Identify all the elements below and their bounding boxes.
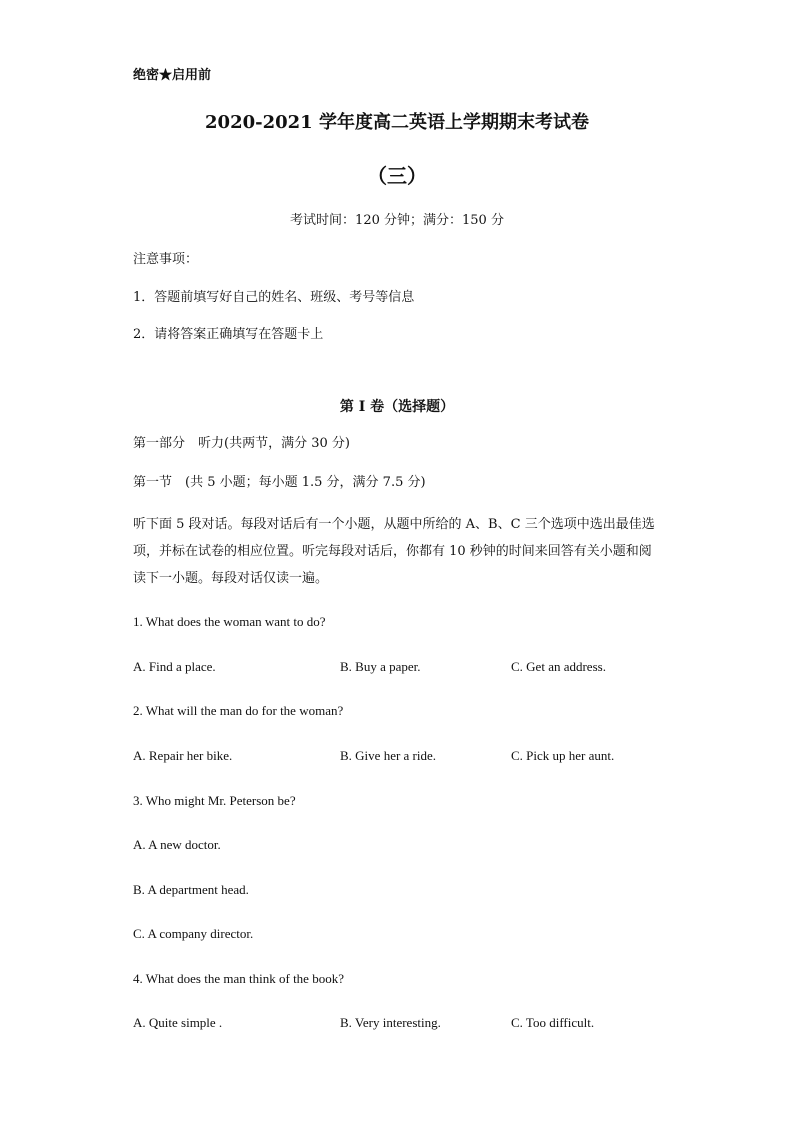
listening-instructions: 听下面 5 段对话。每段对话后有一个小题，从题中所给的 A、B、C 三个选项中选出最佳选项，并标在试卷的相应位置。听完每段对话后，你都有 10 秒钟的时间来回答有关小题和阅读下一小题。每段对话仅读一遍。 [133, 517, 655, 586]
question-stem: 4. What does the man think of the book? [133, 971, 344, 986]
option-a: A. Find a place. [133, 659, 216, 674]
option-c: C. Get an address. [511, 659, 606, 674]
exam-title: 2020-2021 学年度高二英语上学期期末考试卷 [205, 112, 589, 133]
notice-item: 1．答题前填写好自己的姓名、班级、考号等信息 [133, 290, 415, 305]
question-stem: 1. What does the woman want to do? [133, 614, 326, 629]
exam-subtitle: （三） [367, 164, 427, 188]
question-stem: 3. Who might Mr. Peterson be? [133, 793, 296, 808]
confidential-mark: 绝密★启用前 [133, 68, 212, 83]
notice-heading: 注意事项： [133, 252, 199, 267]
part-heading: 第一部分 听力(共两节，满分 30 分) [133, 436, 350, 451]
notice-item: 2．请将答案正确填写在答题卡上 [133, 327, 324, 342]
question-stem: 2. What will the man do for the woman? [133, 703, 344, 718]
option-a: A. Quite simple . [133, 1015, 223, 1030]
volume-title: 第 I 卷（选择题） [339, 399, 455, 415]
option-b: B. Buy a paper. [340, 659, 421, 674]
option-b: B. Give her a ride. [340, 748, 437, 763]
exam-info: 考试时间：120 分钟；满分：150 分 [290, 213, 504, 228]
option-a: A. A new doctor. [133, 837, 221, 852]
option-b: B. A department head. [133, 882, 249, 897]
option-b: B. Very interesting. [340, 1015, 441, 1030]
option-a: A. Repair her bike. [133, 748, 233, 763]
section-heading: 第一节 (共 5 小题；每小题 1.5 分，满分 7.5 分) [133, 475, 426, 490]
option-c: C. Too difficult. [511, 1015, 595, 1030]
option-c: C. A company director. [133, 926, 254, 941]
option-c: C. Pick up her aunt. [511, 748, 615, 763]
